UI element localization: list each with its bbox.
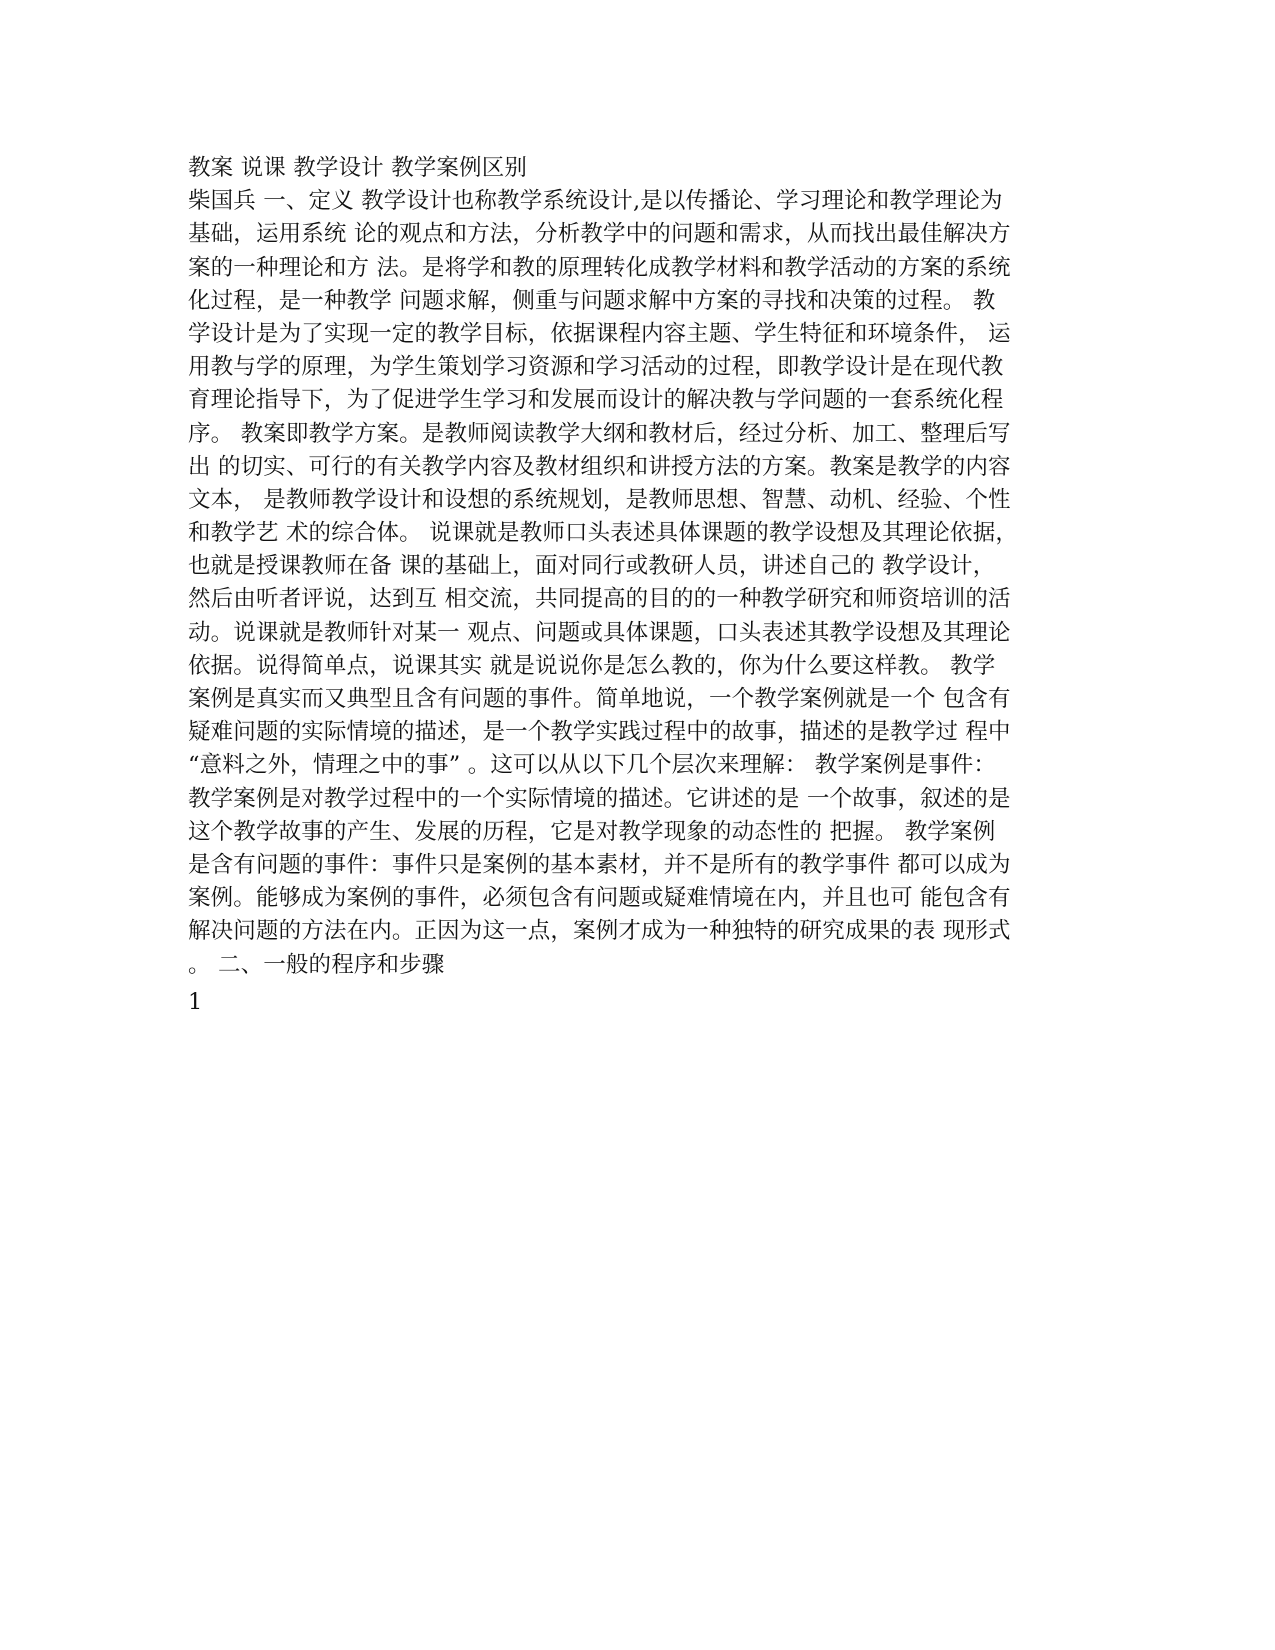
text-line: 教学案例是对教学过程中的一个实际情境的描述。它讲述的是 一个故事，叙述的是 <box>188 785 1011 812</box>
text-line: 这个教学故事的产生、发展的历程，它是对教学现象的动态性的 把握。 教学案例 <box>188 818 996 845</box>
text-line: 依据。说得简单点，说课其实 就是说说你是怎么教的，你为什么要这样教。 教学 <box>188 652 996 679</box>
text-line: 也就是授课教师在备 课的基础上，面对同行或教研人员，讲述自己的 教学设计， <box>188 553 996 580</box>
text-line: 用教与学的原理，为学生策划学习资源和学习活动的过程，即教学设计是在现代教 <box>188 354 1004 381</box>
text-line: 学设计是为了实现一定的教学目标，依据课程内容主题、学生特征和环境条件， 运 <box>188 320 1011 347</box>
text-line: 疑难问题的实际情境的描述，是一个教学实践过程中的故事，描述的是教学过 程中 <box>188 719 1011 746</box>
text-line: 化过程，是一种教学 问题求解，侧重与问题求解中方案的寻找和决策的过程。 教 <box>188 287 996 314</box>
text-line: 和教学艺 术的综合体。 说课就是教师口头表述具体课题的教学设想及其理论依据， <box>188 520 1019 547</box>
page-number: 1 <box>188 989 203 1015</box>
text-line: 序。 教案即教学方案。是教师阅读教学大纲和教材后，经过分析、加工、整理后写 <box>188 420 1011 447</box>
text-line: 然后由听者评说，达到互 相交流，共同提高的目的的一种教学研究和师资培训的活 <box>188 586 1011 613</box>
text-line: 出 的切实、可行的有关教学内容及教材组织和讲授方法的方案。教案是教学的内容 <box>188 453 1011 480</box>
document-body <box>188 152 1088 982</box>
text-line: 案例是真实而又典型且含有问题的事件。简单地说，一个教学案例就是一个 包含有 <box>188 686 1011 712</box>
text-line: 案例。能够成为案例的事件，必须包含有问题或疑难情境在内，并且也可 能包含有 <box>188 885 1011 912</box>
text-line: 基础，运用系统 论的观点和方法，分析教学中的问题和需求，从而找出最佳解决方 <box>188 221 1011 248</box>
text-line: 动。说课就是教师针对某一 观点、问题或具体课题，口头表述其教学设想及其理论 <box>188 619 1011 646</box>
text-line: 育理论指导下，为了促进学生学习和发展而设计的解决教与学问题的一套系统化程 <box>188 387 1004 414</box>
text-line: 是含有问题的事件：事件只是案例的基本素材，并不是所有的教学事件 都可以成为 <box>188 851 1011 878</box>
text-line: 解决问题的方法在内。正因为这一点，案例才成为一种独特的研究成果的表 现形式 <box>188 918 1011 945</box>
text-line: “意料之外，情理之中的事” 。这可以从以下几个层次来理解： 教学案例是事件： <box>188 752 997 779</box>
text-line: 柴国兵 一、定义 教学设计也称教学系统设计,是以传播论、学习理论和教学理论为 <box>188 188 1003 215</box>
text-line: 案的一种理论和方 法。是将学和教的原理转化成教学材料和教学活动的方案的系统 <box>188 254 1011 281</box>
text-line: 。 二、一般的程序和步骤 <box>188 951 445 978</box>
document-title-line: 教案 说课 教学设计 教学案例区别 <box>188 155 528 181</box>
text-line: 文本， 是教师教学设计和设想的系统规划，是教师思想、智慧、动机、经验、个性 <box>188 486 1011 513</box>
